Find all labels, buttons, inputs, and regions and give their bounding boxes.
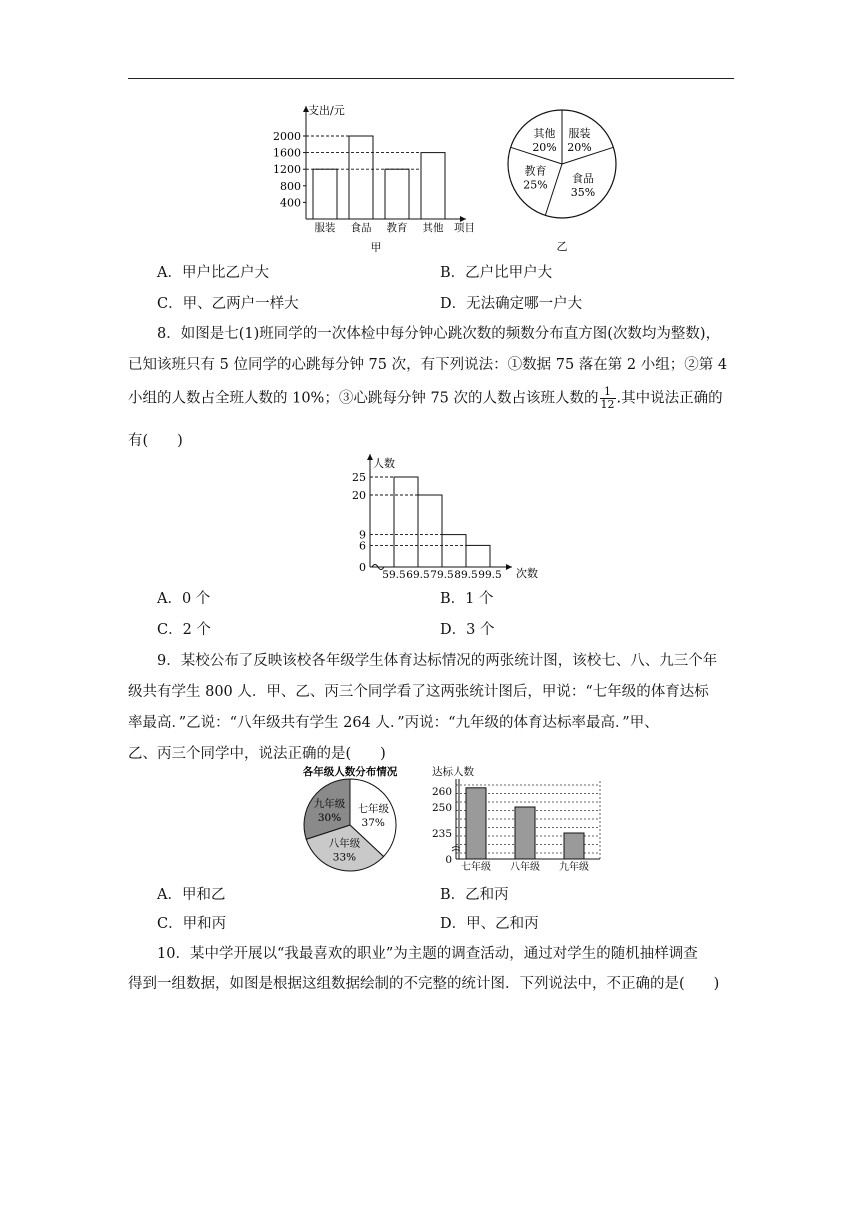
figure-q8-xlabel: 次数 (516, 567, 538, 580)
figure-q9-pie-label: 七年级 (357, 802, 389, 815)
q9-line-3: 率最高．”乙说：“八年级共有学生 264 人．”丙说：“九年级的体育达标率最高．”甲、 (128, 715, 659, 731)
q8-line-3 (128, 386, 734, 411)
q9-line-2: 级共有学生 800 人．甲、乙、丙三个同学看了这两张统计图后，甲说：“七年级的体育达标 (128, 684, 709, 700)
figure-q9-x-tick-label: 九年级 (559, 862, 589, 873)
figure-jia-x-tick-label: 教育 (386, 222, 408, 234)
figure-yi-slice-percent: 20% (532, 140, 557, 154)
figure-q8-histogram-bar (466, 545, 490, 567)
figure-jia-bar-chart (268, 100, 480, 258)
figure-q8-x-tick-label: 89.5 (454, 569, 478, 581)
q8-line-3-before: 小组的人数占全班人数的 10%；③心跳每分钟 75 次的人数占该班人数的 (128, 390, 599, 407)
q7-option-a: A．甲户比乙户大 (157, 265, 269, 281)
figure-q8-histogram-bar (442, 535, 466, 567)
figure-jia-y-tick-label: 2000 (273, 130, 301, 143)
q9-line-1: 9．某校公布了反映该校各年级学生体育达标情况的两张统计图，该校七、八、九三个年 (157, 653, 718, 669)
figure-yi-slice-label: 教育 (524, 164, 547, 178)
figure-q8-x-tick-label: 69.5 (406, 569, 430, 581)
figure-yi-slice-label: 其他 (533, 126, 556, 140)
figure-yi-slice-label: 食品 (572, 172, 595, 186)
figure-yi-slice-percent: 35% (570, 186, 596, 200)
q9-option-c: C．甲和丙 (157, 916, 227, 932)
q9-option-d: D．甲、乙和丙 (440, 916, 539, 932)
q8-option-c: C．2 个 (157, 622, 211, 638)
figure-q8-ylabel: 人数 (373, 457, 395, 470)
figure-yi-caption: 乙 (556, 240, 568, 253)
figure-q8-y-tick-label: 0 (359, 561, 366, 574)
figure-q9-x-tick-label: 八年级 (510, 862, 540, 873)
q8-fraction-numerator: 1 (600, 386, 616, 399)
figure-q9-bar (515, 807, 535, 859)
figure-q9-pie-percent: 37% (361, 816, 385, 829)
figure-jia-bar (385, 169, 409, 219)
figure-q9-pie-percent: 33% (332, 851, 357, 864)
figure-jia-bar (313, 169, 337, 219)
q7-option-c: C．甲、乙两户一样大 (157, 296, 299, 312)
figure-jia-y-tick-label: 1200 (273, 163, 301, 177)
figure-yi-slice-percent: 20% (567, 140, 592, 154)
figure-jia-y-tick-label: 1600 (273, 146, 301, 160)
figure-q9-pie-title: 各年级人数分布情况 (302, 766, 398, 778)
figure-q9-y-tick-label: 260 (431, 786, 452, 798)
q8-line-2: 已知该班只有 5 位同学的心跳每分钟 75 次，有下列说法：①数据 75 落在第 2 小组；②第 4 (128, 357, 728, 373)
figure-yi-pie-chart (500, 104, 634, 256)
q10-line-1: 10．某中学开展以“我最喜欢的职业”为主题的调查活动，通过对学生的随机抽样调查 (157, 946, 698, 962)
figure-q8-y-tick-label: 25 (352, 471, 366, 484)
q9-line-4: 乙、丙三个同学中，说法正确的是( ) (128, 746, 386, 762)
figure-jia-y-tick-label: 800 (280, 179, 301, 193)
figure-jia-y-tick-label: 400 (280, 196, 301, 210)
q8-option-a: A．0 个 (157, 591, 211, 607)
figure-q8-y-tick-label: 6 (359, 539, 366, 553)
figure-q9-pie-chart (283, 763, 413, 875)
figure-q9-bar-ylabel: 达标人数 (432, 766, 474, 778)
figure-q8-y-tick-label: 9 (359, 528, 366, 542)
figure-jia-x-tick-label: 食品 (350, 222, 372, 234)
figure-q9-bar (564, 833, 584, 859)
figure-jia-bar (421, 153, 445, 219)
figure-q9-bar-chart (424, 763, 608, 875)
figure-q8-x-axis-arrow (506, 564, 512, 570)
q8-option-d: D．3 个 (440, 622, 495, 638)
q8-line-1: 8．如图是七(1)班同学的一次体检中每分钟心跳次数的频数分布直方图(次数均为整数)， (157, 326, 721, 342)
figure-yi-slice-percent: 25% (523, 178, 548, 192)
figure-q9-x-tick-label: 七年级 (461, 862, 491, 873)
figure-q9-pie-percent: 30% (317, 812, 342, 825)
figure-yi-slice-label: 服装 (568, 126, 591, 140)
q8-line-4: 有( ) (128, 433, 183, 449)
q10-line-2: 得到一组数据，如图是根据这组数据绘制的不完整的统计图．下列说法中，不正确的是( ) (128, 976, 720, 992)
q7-option-b: B．乙户比甲户大 (440, 265, 553, 281)
q9-option-a: A．甲和乙 (157, 887, 226, 903)
header-rule (128, 78, 734, 79)
figure-jia-x-tick-label: 服装 (314, 222, 336, 234)
q8-option-b: B．1 个 (440, 591, 494, 607)
figure-q9-y-tick-label: 0 (445, 854, 452, 866)
figure-q8-histogram-bar (394, 477, 418, 567)
figure-jia-ylabel: 支出/元 (308, 104, 345, 117)
figure-q8-x-tick-label: 79.5 (430, 569, 454, 581)
figure-jia-x-tick-label: 其他 (422, 222, 444, 234)
figure-q9-bar (466, 788, 486, 859)
q8-fraction (600, 386, 616, 411)
q8-fraction-denominator: 12 (600, 398, 615, 411)
figure-jia-bar (349, 136, 373, 219)
figure-q9-pie-label: 八年级 (328, 837, 361, 850)
figure-q8-histogram-bar (418, 495, 442, 567)
figure-q8-x-tick-label: 59.5 (382, 569, 406, 581)
figure-q9-y-tick-label: 250 (431, 802, 452, 814)
q9-option-b: B．乙和丙 (440, 887, 509, 903)
q7-option-d: D．无法确定哪一户大 (440, 296, 583, 312)
figure-q8-y-tick-label: 20 (352, 489, 366, 502)
figure-jia-xlabel: 项目 (454, 222, 475, 234)
q8-line-3-after: .其中说法正确的 (616, 390, 723, 407)
figure-q8-x-tick-label: 99.5 (478, 569, 502, 581)
figure-q9-y-tick-label: 235 (431, 828, 452, 840)
figure-q9-pie-label: 九年级 (313, 798, 346, 811)
figure-jia-caption: 甲 (370, 241, 382, 254)
figure-q8-histogram (346, 450, 546, 584)
